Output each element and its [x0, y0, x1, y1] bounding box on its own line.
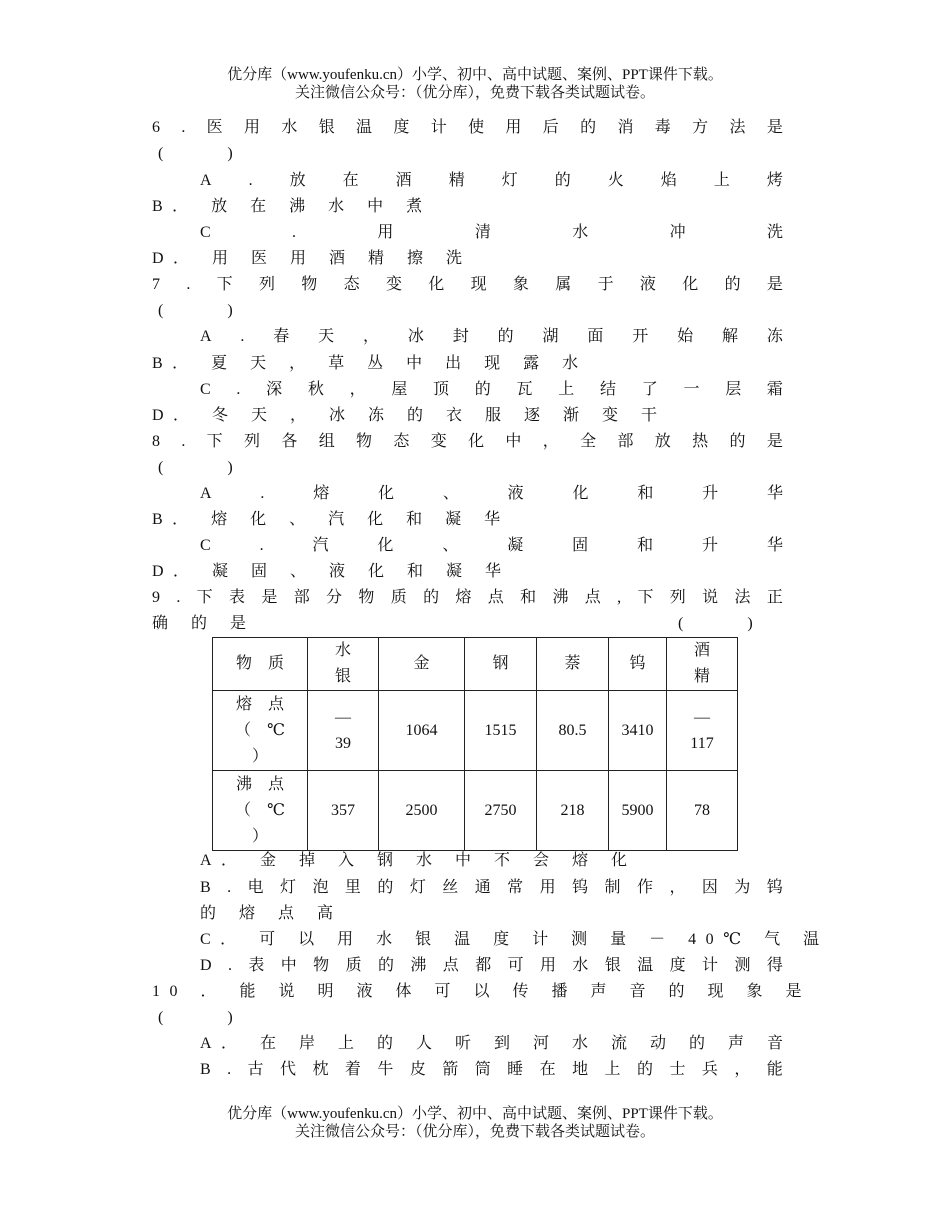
text-token: B	[200, 1061, 211, 1078]
text-token: A	[200, 172, 212, 189]
text-token: A	[200, 485, 212, 502]
text-token: 睡	[507, 1061, 524, 1078]
text-token: 度	[669, 957, 686, 974]
text-token: 现	[470, 276, 487, 293]
text-token: B	[200, 879, 211, 896]
text-token: 筒	[474, 1061, 491, 1078]
text-token: 态	[343, 276, 360, 293]
text-token: 枕	[312, 1061, 329, 1078]
table-header-cell: 酒 精	[667, 638, 738, 691]
text-token: 物	[313, 957, 330, 974]
text-token: 能	[766, 1061, 783, 1078]
table-header-cell: 钨	[609, 638, 667, 691]
table-cell: 357	[308, 771, 379, 851]
text-token: 结	[599, 381, 616, 398]
text-token: 和	[520, 589, 537, 606]
text-token: .	[248, 172, 253, 189]
q7-paren: ( )	[158, 302, 233, 319]
text-token: 温	[356, 119, 373, 136]
text-token: 上	[604, 1061, 621, 1078]
text-token: C	[200, 224, 211, 241]
text-token: 质	[345, 957, 362, 974]
text-token: 面	[587, 328, 604, 345]
text-token: 变	[385, 276, 402, 293]
text-token: 华	[766, 537, 783, 554]
table-cell: 78	[667, 771, 738, 851]
text-token: 皮	[409, 1061, 426, 1078]
text-token: ，	[734, 1061, 751, 1078]
table-row-label: 熔 点 （ ℃ ）	[213, 691, 308, 771]
text-token: 升	[702, 537, 719, 554]
text-token: 了	[641, 381, 658, 398]
page-header-line1: 优分库（www.youfenku.cn）小学、初中、高中试题、案例、PPT课件下载。	[227, 67, 723, 83]
q9-paren: ( )	[678, 615, 753, 632]
text-token: 各	[281, 433, 298, 450]
text-token: 代	[280, 1061, 297, 1078]
text-token: 温	[637, 957, 654, 974]
text-token: 火	[607, 172, 624, 189]
text-token: 列	[244, 433, 261, 450]
text-token: ，	[363, 328, 380, 345]
q9-option-a: A． 金 掉 入 钢 水 中 不 会 熔 化	[200, 852, 637, 869]
text-token: 是	[766, 119, 783, 136]
text-token: 消	[617, 119, 634, 136]
text-token: 后	[542, 119, 559, 136]
text-token: 解	[722, 328, 739, 345]
text-token: 湖	[542, 328, 559, 345]
text-token: 兵	[701, 1061, 718, 1078]
text-token: 分	[326, 589, 343, 606]
text-token: 化	[377, 537, 394, 554]
text-token: 物	[301, 276, 318, 293]
text-token: 的	[636, 1061, 653, 1078]
text-token: 电	[247, 879, 264, 896]
text-token: 点	[584, 589, 601, 606]
q9-option-c: C． 可 以 用 水 银 温 度 计 测 量 － 40℃ 气 温	[200, 931, 829, 948]
text-token: 着	[344, 1061, 361, 1078]
text-token: 计	[702, 957, 719, 974]
text-token: 化	[428, 276, 445, 293]
q9-stem	[152, 586, 783, 610]
q9-option-b	[200, 876, 783, 900]
text-token: 变	[430, 433, 447, 450]
table-row-melting	[213, 691, 738, 771]
text-token: 用	[377, 224, 394, 241]
text-token: 7	[152, 276, 160, 293]
text-token: 的	[724, 276, 741, 293]
text-token: D	[200, 957, 212, 974]
q7-option-c	[200, 378, 783, 402]
text-token: 顶	[433, 381, 450, 398]
text-token: 物	[358, 589, 375, 606]
text-token: 深	[266, 381, 283, 398]
text-token: 的	[377, 957, 394, 974]
text-token: 得	[766, 957, 783, 974]
q6-option-c	[200, 221, 783, 245]
text-token: 用	[540, 957, 557, 974]
text-token: 的	[729, 433, 746, 450]
text-token: 下	[216, 276, 233, 293]
text-token: 是	[766, 433, 783, 450]
text-token: 的	[554, 172, 571, 189]
q6-stem	[152, 116, 783, 140]
q6-option-d: D． 用 医 用 酒 精 擦 洗	[152, 250, 472, 267]
text-token: 说	[702, 589, 719, 606]
table-cell: — 117	[667, 691, 738, 771]
q8-stem	[152, 430, 783, 454]
text-token: 灯	[280, 879, 297, 896]
text-token: 洗	[766, 224, 783, 241]
text-token: 医	[206, 119, 223, 136]
text-token: 在	[539, 1061, 556, 1078]
text-token: 汽	[312, 537, 329, 554]
text-token: 用	[539, 879, 556, 896]
q9-option-d	[200, 954, 783, 978]
q7-option-d: D． 冬 天 ， 冰 冻 的 衣 服 逐 渐 变 干	[152, 407, 667, 424]
q8-option-b: B． 熔 化 、 汽 化 和 凝 华	[152, 511, 510, 528]
table-cell: 5900	[609, 771, 667, 851]
text-token: 清	[474, 224, 491, 241]
text-token: 组	[318, 433, 335, 450]
q10-option-a: A． 在 岸 上 的 人 听 到 河 水 流 动 的 声 音	[200, 1035, 793, 1052]
text-token: 是	[766, 276, 783, 293]
text-token: 化	[682, 276, 699, 293]
q9-stem-line2: 确 的 是	[152, 615, 256, 632]
text-token: .	[259, 537, 264, 554]
text-token: .	[227, 879, 232, 896]
text-token: 作	[636, 879, 653, 896]
table-cell: 218	[537, 771, 609, 851]
text-token: 焰	[660, 172, 677, 189]
text-token: .	[181, 433, 186, 450]
text-token: 始	[677, 328, 694, 345]
text-token: ，	[669, 879, 686, 896]
text-token: C	[200, 537, 211, 554]
text-token: 秋	[307, 381, 324, 398]
text-token: 点	[487, 589, 504, 606]
text-token: 使	[468, 119, 485, 136]
text-token: 华	[766, 485, 783, 502]
text-token: ,	[617, 589, 622, 606]
text-token: 下	[196, 589, 213, 606]
table-cell: 80.5	[537, 691, 609, 771]
text-token: 热	[692, 433, 709, 450]
text-token: 测	[734, 957, 751, 974]
text-token: 方	[692, 119, 709, 136]
text-token: 箭	[442, 1061, 459, 1078]
text-token: .	[186, 276, 191, 293]
q7-stem	[152, 273, 783, 297]
text-token: 常	[507, 879, 524, 896]
text-token: 银	[318, 119, 335, 136]
text-token: 属	[555, 276, 572, 293]
text-token: 、	[442, 537, 459, 554]
text-token: 放	[289, 172, 306, 189]
text-token: 冻	[766, 328, 783, 345]
text-token: 的	[474, 381, 491, 398]
text-token: 部	[293, 589, 310, 606]
text-token: 开	[632, 328, 649, 345]
text-token: 钨	[572, 879, 589, 896]
text-token: 表	[248, 957, 265, 974]
q10-option-b	[200, 1058, 783, 1082]
text-token: 可	[507, 957, 524, 974]
text-token: 的	[497, 328, 514, 345]
table-row-label: 沸 点 （ ℃ ）	[213, 771, 308, 851]
q6-paren: ( )	[158, 145, 233, 162]
text-token: 下	[206, 433, 223, 450]
text-token: 8	[152, 433, 160, 450]
text-token: .	[227, 1061, 232, 1078]
text-token: 态	[393, 433, 410, 450]
text-token: 升	[702, 485, 719, 502]
text-token: 制	[604, 879, 621, 896]
table-cell: 3410	[609, 691, 667, 771]
text-token: 古	[247, 1061, 264, 1078]
text-token: 6	[152, 119, 160, 136]
text-token: 9	[152, 589, 160, 606]
text-token: 计	[430, 119, 447, 136]
text-token: 法	[734, 589, 751, 606]
text-token: 中	[505, 433, 522, 450]
text-token: 度	[393, 119, 410, 136]
text-token: 点	[442, 957, 459, 974]
text-token: 上	[558, 381, 575, 398]
text-token: 烤	[766, 172, 783, 189]
table-header-cell: 金	[379, 638, 465, 691]
text-token: 象	[512, 276, 529, 293]
text-token: 封	[452, 328, 469, 345]
text-token: 在	[342, 172, 359, 189]
text-token: 里	[344, 879, 361, 896]
text-token: 牛	[377, 1061, 394, 1078]
text-token: 瓦	[516, 381, 533, 398]
text-token: 全	[580, 433, 597, 450]
table-cell: 1515	[465, 691, 537, 771]
text-token: 泡	[312, 879, 329, 896]
text-token: 中	[280, 957, 297, 974]
text-token: 用	[505, 119, 522, 136]
text-token: 液	[507, 485, 524, 502]
q8-option-c	[200, 534, 783, 558]
table-header-cell: 物 质	[213, 638, 308, 691]
text-token: 上	[713, 172, 730, 189]
text-token: 酒	[395, 172, 412, 189]
text-token: 物	[356, 433, 373, 450]
melting-boiling-point-table	[212, 637, 738, 851]
q6-option-b: B． 放 在 沸 水 中 煮	[152, 198, 432, 215]
q8-option-d: D． 凝 固 、 液 化 和 凝 华	[152, 563, 511, 580]
text-token: .	[176, 589, 181, 606]
text-token: 水	[572, 224, 589, 241]
text-token: 冲	[669, 224, 686, 241]
text-token: 为	[734, 879, 751, 896]
text-token: 的	[377, 879, 394, 896]
text-token: 因	[701, 879, 718, 896]
q6-option-a	[200, 169, 783, 193]
text-token: 部	[617, 433, 634, 450]
text-token: 的	[580, 119, 597, 136]
q8-paren: ( )	[158, 459, 233, 476]
text-token: 的	[423, 589, 440, 606]
text-token: 都	[475, 957, 492, 974]
text-token: 放	[654, 433, 671, 450]
text-token: .	[260, 485, 265, 502]
text-token: .	[236, 381, 241, 398]
text-token: 熔	[313, 485, 330, 502]
q7-option-a	[200, 325, 783, 349]
text-token: .	[181, 119, 186, 136]
q9-option-b-line2: 的 熔 点 高	[200, 905, 343, 922]
text-token: 通	[474, 879, 491, 896]
text-token: 屋	[391, 381, 408, 398]
text-token: 凝	[507, 537, 524, 554]
text-token: 列	[258, 276, 275, 293]
table-header-row	[213, 638, 738, 691]
text-token: 下	[637, 589, 654, 606]
text-token: 熔	[455, 589, 472, 606]
text-token: 列	[669, 589, 686, 606]
text-token: 化	[572, 485, 589, 502]
text-token: 正	[766, 589, 783, 606]
page-footer-line1: 优分库（www.youfenku.cn）小学、初中、高中试题、案例、PPT课件下载。	[227, 1106, 723, 1122]
text-token: 丝	[442, 879, 459, 896]
text-token: 沸	[410, 957, 427, 974]
text-token: 于	[597, 276, 614, 293]
text-token: ，	[542, 433, 559, 450]
table-header-cell: 钢	[465, 638, 537, 691]
text-token: 水	[572, 957, 589, 974]
text-token: 固	[572, 537, 589, 554]
q10-paren: ( )	[158, 1009, 233, 1026]
text-token: ，	[349, 381, 366, 398]
text-token: 化	[378, 485, 395, 502]
q7-option-b: B． 夏 天 ， 草 丛 中 出 现 露 水	[152, 355, 588, 372]
text-token: 士	[669, 1061, 686, 1078]
text-token: 灯	[409, 879, 426, 896]
text-token: 化	[468, 433, 485, 450]
text-token: 沸	[552, 589, 569, 606]
text-token: 表	[229, 589, 246, 606]
text-token: 钨	[766, 879, 783, 896]
text-token: 水	[281, 119, 298, 136]
table-cell: 2500	[379, 771, 465, 851]
text-token: 春	[273, 328, 290, 345]
text-token: 液	[639, 276, 656, 293]
text-token: 毒	[654, 119, 671, 136]
text-token: 是	[261, 589, 278, 606]
text-token: 一	[683, 381, 700, 398]
text-token: 、	[442, 485, 459, 502]
text-token: 用	[244, 119, 261, 136]
table-cell: 2750	[465, 771, 537, 851]
text-token: 银	[604, 957, 621, 974]
text-token: 法	[729, 119, 746, 136]
text-token: .	[227, 957, 232, 974]
q8-option-a	[200, 482, 783, 506]
q10-stem: 10 ． 能 说 明 液 体 可 以 传 播 声 音 的 现 象 是	[152, 983, 812, 1000]
text-token: 和	[637, 485, 654, 502]
page-footer-line2: 关注微信公众号：（优分库），免费下载各类试题试卷。	[294, 1124, 655, 1140]
text-token: 精	[448, 172, 465, 189]
text-token: 天	[318, 328, 335, 345]
table-header-cell: 水 银	[308, 638, 379, 691]
text-token: 灯	[501, 172, 518, 189]
text-token: 冰	[407, 328, 424, 345]
text-token: .	[292, 224, 297, 241]
table-row-boiling	[213, 771, 738, 851]
text-token: C	[200, 381, 211, 398]
text-token: 层	[725, 381, 742, 398]
text-token: 霜	[766, 381, 783, 398]
text-token: A	[200, 328, 212, 345]
table-header-cell: 萘	[537, 638, 609, 691]
page-header-line2: 关注微信公众号：（优分库），免费下载各类试题试卷。	[294, 85, 655, 101]
table-cell: — 39	[308, 691, 379, 771]
text-token: 地	[572, 1061, 589, 1078]
table-cell: 1064	[379, 691, 465, 771]
text-token: 和	[637, 537, 654, 554]
text-token: .	[240, 328, 245, 345]
text-token: 质	[390, 589, 407, 606]
